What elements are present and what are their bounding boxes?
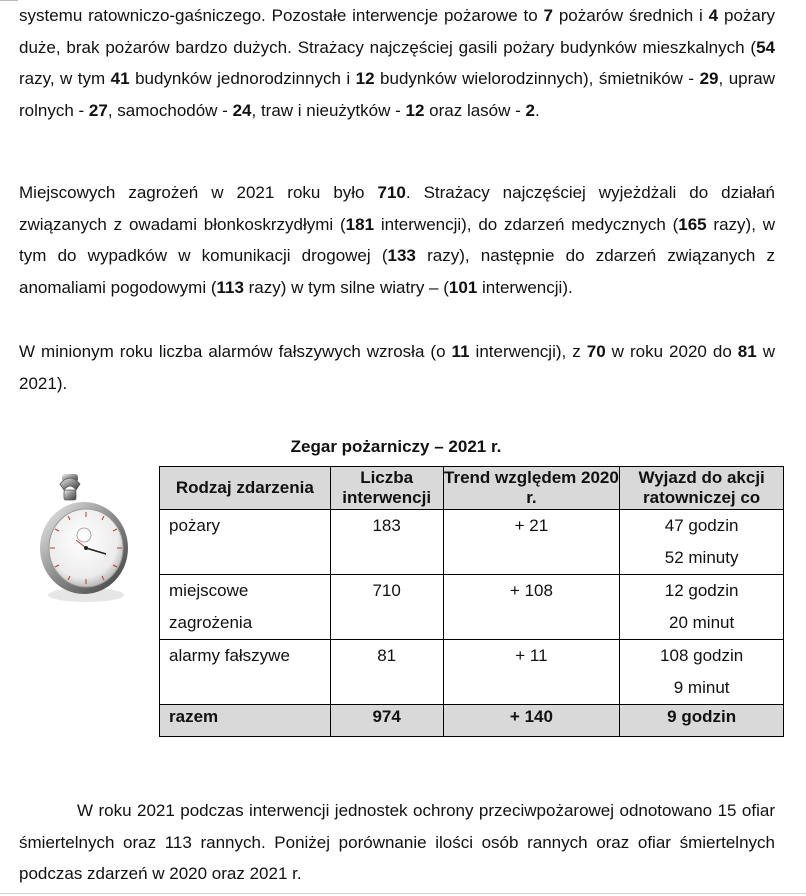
text-run: . Strażacy najczęściej wyjeżdżali do działań związanych z owadami błonkoskrzydłymi ( <box>19 183 776 234</box>
bold-number: 12 <box>405 100 425 120</box>
cell-trend: + 21 <box>443 510 620 575</box>
bold-number: 81 <box>737 342 757 361</box>
text-run: , samochodów - <box>107 100 233 120</box>
stopwatch-icon <box>36 470 132 605</box>
paragraph-local-hazards <box>19 177 775 303</box>
header-count: Liczba interwencji <box>330 467 443 510</box>
cell-count: 183 <box>330 510 443 575</box>
text-run: pożary duże, brak pożarów bardzo dużych. Strażacy najczęściej gasili pożary budynków mieszkalnych ( <box>19 6 776 57</box>
bold-number: 113 <box>216 277 244 297</box>
text-run: razy), w tym do wypadków w komunikacji drogowej ( <box>19 214 775 266</box>
bold-number: 7 <box>543 6 553 25</box>
cell-count: 81 <box>330 640 443 705</box>
text-run: W minionym roku liczba alarmów fałszywych wzrosła (o <box>19 342 452 361</box>
cell-interval: 108 godzin 9 minut <box>620 640 784 705</box>
bold-number: 710 <box>377 183 406 202</box>
cell-total-interval: 9 godzin <box>620 705 784 737</box>
paragraph-fires <box>19 0 775 126</box>
text-run: oraz lasów - <box>424 100 526 120</box>
bold-number: 12 <box>355 69 375 89</box>
bold-number: 27 <box>88 100 108 120</box>
table-total-row <box>160 705 784 737</box>
table-row <box>160 510 784 575</box>
text-run: razy, w tym <box>19 69 111 89</box>
cell-interval: 12 godzin 20 minut <box>620 575 784 640</box>
bold-number: 4 <box>708 6 719 25</box>
text-run: interwencji), z <box>469 342 587 361</box>
cell-event-type: miejscowe zagrożenia <box>160 575 331 640</box>
bold-number: 2 <box>525 100 535 120</box>
cell-trend: + 108 <box>443 575 620 640</box>
text-run: interwencji). <box>477 277 573 297</box>
header-trend: Trend względem 2020 r. <box>443 467 620 510</box>
bold-number: 133 <box>387 246 416 266</box>
bold-number: 54 <box>756 37 775 57</box>
text-run: w roku 2020 do <box>605 342 738 361</box>
text-run: interwencji), do zdarzeń medycznych ( <box>374 214 679 234</box>
cell-total-count: 974 <box>330 705 443 737</box>
fire-clock-table <box>159 466 784 737</box>
header-event-type: Rodzaj zdarzenia <box>160 467 331 510</box>
text-run: pożarów średnich i <box>553 6 709 25</box>
text-run: budynków jednorodzinnych i <box>129 69 356 89</box>
cell-trend: + 11 <box>443 640 620 705</box>
paragraph-false-alarms <box>19 336 775 399</box>
bold-number: 29 <box>699 69 719 89</box>
bold-number: 101 <box>448 277 478 297</box>
cell-count: 710 <box>330 575 443 640</box>
paragraph-casualties <box>19 795 775 890</box>
bold-number: 11 <box>451 342 470 361</box>
text-run: Miejscowych zagrożeń w 2021 roku było <box>19 183 378 202</box>
page-bottom-border <box>0 893 806 895</box>
cell-total-label: razem <box>160 705 331 737</box>
bold-number: 181 <box>345 214 375 234</box>
text-run: systemu ratowniczo-gaśniczego. Pozostałe interwencje pożarowe to <box>19 6 544 25</box>
bold-number: 41 <box>110 69 130 89</box>
text-run: razy), następnie do zdarzeń związanych z anomaliami pogodowymi ( <box>19 246 775 297</box>
page-edge-mark <box>0 0 18 3</box>
text-run: , upraw rolnych - <box>19 69 776 120</box>
table-caption: Zegar pożarniczy – 2021 r. <box>290 437 502 456</box>
text-run: w 2021). <box>19 342 775 393</box>
cell-total-trend: + 140 <box>443 705 620 737</box>
bold-number: 70 <box>586 342 606 361</box>
cell-event-type: alarmy fałszywe <box>160 640 331 705</box>
bold-number: 24 <box>232 100 252 120</box>
table-row <box>160 640 784 705</box>
text-run: , traw i nieużytków - <box>251 100 406 120</box>
header-interval: Wyjazd do akcji ratowniczej co <box>620 467 784 510</box>
text-run: budynków wielorodzinnych), śmietników - <box>374 69 700 89</box>
text-run: W roku 2021 podczas interwencji jednostek ochrony przeciwpożarowej odnotowano 15 ofiar śmiertelnych oraz 113 rannych. Poniżej porównanie ilości osób rannych oraz ofiar śmiertelnych podczas zdarzeń w 2020 oraz 2021 r. <box>19 801 775 884</box>
text-run: razy) w tym silne wiatry – ( <box>243 277 449 297</box>
table-row <box>160 575 784 640</box>
text-run: . <box>534 100 540 120</box>
cell-event-type: pożary <box>160 510 331 575</box>
bold-number: 165 <box>678 214 707 234</box>
cell-interval: 47 godzin 52 minuty <box>620 510 784 575</box>
